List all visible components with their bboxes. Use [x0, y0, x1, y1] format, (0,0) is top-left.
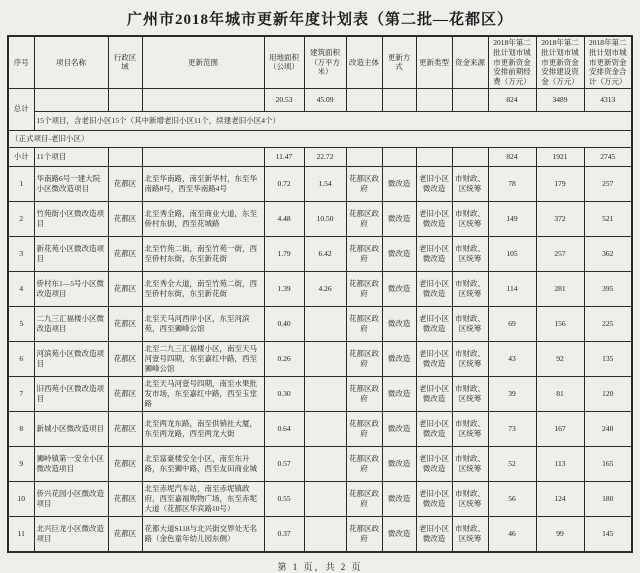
cell-source: 市财政、区统筹	[452, 446, 488, 481]
cell-source: 市财政、区统筹	[452, 306, 488, 341]
cell-land-area: 0.37	[264, 516, 304, 552]
cell-no: 1	[8, 166, 34, 201]
cell-project-name: 新花苑小区微改造项目	[34, 236, 108, 271]
cell-subject: 花都区政府	[346, 481, 382, 516]
cell-scope: 北至天马河壹号四期，南至水果批发市场，东至嘉红中路，西至玉堂路	[142, 376, 264, 411]
total-pre-fund: 824	[488, 88, 536, 111]
cell-source: 市财政、区统筹	[452, 201, 488, 236]
col-header-subject: 改造主体	[346, 36, 382, 88]
cell-pre-fund: 114	[488, 271, 536, 306]
col-header-land-area: 用地面积（公顷）	[264, 36, 304, 88]
cell-no: 7	[8, 376, 34, 411]
table-row	[8, 341, 632, 376]
cell-scope: 北至秀全路，南至商业大道，东至侨村东街，西至花城路	[142, 201, 264, 236]
cell-subject: 花都区政府	[346, 446, 382, 481]
plan-table	[7, 35, 633, 553]
col-header-source: 资金来源	[452, 36, 488, 88]
cell-method: 微改造	[382, 341, 416, 376]
table-row	[8, 411, 632, 446]
subtotal-land-area: 11.47	[264, 147, 304, 166]
col-header-build-fund: 2018年第二批计划市城市更新资金安排建设资金（万元）	[536, 36, 584, 88]
cell-no: 10	[8, 481, 34, 516]
cell-no: 8	[8, 411, 34, 446]
cell-source: 市财政、区统筹	[452, 236, 488, 271]
cell-method: 微改造	[382, 481, 416, 516]
cell-total-fund: 180	[584, 481, 632, 516]
col-header-no: 序号	[8, 36, 34, 88]
cell-district: 花都区	[108, 376, 142, 411]
cell-type: 老旧小区微改造	[416, 306, 452, 341]
cell-no: 4	[8, 271, 34, 306]
cell-scope: 花都大道S118与北兴街交界处无名路（金色童年幼儿园东侧）	[142, 516, 264, 552]
cell-no: 9	[8, 446, 34, 481]
cell-land-area: 1.39	[264, 271, 304, 306]
col-header-method: 更新方式	[382, 36, 416, 88]
cell-source: 市财政、区统筹	[452, 481, 488, 516]
total-note-row	[8, 111, 632, 130]
cell-total-fund: 225	[584, 306, 632, 341]
cell-building-area	[304, 481, 346, 516]
total-label: 总计	[8, 88, 34, 130]
cell-pre-fund: 69	[488, 306, 536, 341]
cell-build-fund: 281	[536, 271, 584, 306]
total-building-area: 45.09	[304, 88, 346, 111]
cell-total-fund: 145	[584, 516, 632, 552]
cell-project-name: 二九三汇福楼小区微改造项目	[34, 306, 108, 341]
cell-building-area: 6.42	[304, 236, 346, 271]
subtotal-name: 11个项目	[34, 147, 108, 166]
col-header-total-fund: 2018年第二批计划市城市更新资金安排资金合计（万元）	[584, 36, 632, 88]
cell-build-fund: 81	[536, 376, 584, 411]
col-header-project-name: 项目名称	[34, 36, 108, 88]
cell-project-name: 北兴巨龙小区微改造项目	[34, 516, 108, 552]
cell-total-fund: 362	[584, 236, 632, 271]
cell-subject: 花都区政府	[346, 271, 382, 306]
total-empty-subject	[346, 88, 382, 111]
cell-pre-fund: 52	[488, 446, 536, 481]
cell-method: 微改造	[382, 201, 416, 236]
cell-district: 花都区	[108, 481, 142, 516]
total-row	[8, 88, 632, 111]
total-empty-type	[416, 88, 452, 111]
cell-total-fund: 257	[584, 166, 632, 201]
cell-method: 微改造	[382, 166, 416, 201]
cell-project-name: 新城小区微改造项目	[34, 411, 108, 446]
cell-source: 市财政、区统筹	[452, 411, 488, 446]
cell-land-area: 0.40	[264, 306, 304, 341]
cell-type: 老旧小区微改造	[416, 166, 452, 201]
table-row	[8, 481, 632, 516]
section-row	[8, 130, 632, 147]
subtotal-pre-fund: 824	[488, 147, 536, 166]
cell-land-area: 4.48	[264, 201, 304, 236]
table-row	[8, 376, 632, 411]
cell-type: 老旧小区微改造	[416, 446, 452, 481]
cell-building-area: 1.54	[304, 166, 346, 201]
cell-pre-fund: 105	[488, 236, 536, 271]
page-title: 广州市2018年城市更新年度计划表（第二批—花都区）	[126, 12, 513, 28]
table-row	[8, 201, 632, 236]
subtotal-label: 小计	[8, 147, 34, 166]
table-row	[8, 236, 632, 271]
cell-land-area: 1.79	[264, 236, 304, 271]
cell-project-name: 河滨苑小区微改造项目	[34, 341, 108, 376]
cell-method: 微改造	[382, 411, 416, 446]
cell-type: 老旧小区微改造	[416, 341, 452, 376]
cell-total-fund: 165	[584, 446, 632, 481]
cell-scope: 北至秀全大道，南至竹苑二街，西至侨村东街，东至新花街	[142, 271, 264, 306]
table-row	[8, 271, 632, 306]
col-header-building-area: 建筑面积（万平方米）	[304, 36, 346, 88]
cell-pre-fund: 46	[488, 516, 536, 552]
subtotal-empty-type	[416, 147, 452, 166]
cell-total-fund: 240	[584, 411, 632, 446]
table-row	[8, 306, 632, 341]
cell-build-fund: 179	[536, 166, 584, 201]
cell-land-area: 0.72	[264, 166, 304, 201]
total-build-fund: 3489	[536, 88, 584, 111]
cell-source: 市财政、区统筹	[452, 341, 488, 376]
cell-district: 花都区	[108, 306, 142, 341]
subtotal-total-fund: 2745	[584, 147, 632, 166]
cell-subject: 花都区政府	[346, 236, 382, 271]
subtotal-building-area: 22.72	[304, 147, 346, 166]
cell-district: 花都区	[108, 201, 142, 236]
cell-district: 花都区	[108, 236, 142, 271]
table-header-row	[8, 36, 632, 88]
cell-project-name: 侨兴花园小区微改造项目	[34, 481, 108, 516]
cell-building-area: 10.50	[304, 201, 346, 236]
cell-source: 市财政、区统筹	[452, 516, 488, 552]
cell-type: 老旧小区微改造	[416, 481, 452, 516]
cell-build-fund: 167	[536, 411, 584, 446]
cell-district: 花都区	[108, 516, 142, 552]
section-title: （正式项目-老旧小区）	[8, 130, 632, 147]
cell-method: 微改造	[382, 306, 416, 341]
cell-subject: 花都区政府	[346, 516, 382, 552]
cell-total-fund: 521	[584, 201, 632, 236]
cell-building-area	[304, 341, 346, 376]
subtotal-build-fund: 1921	[536, 147, 584, 166]
cell-district: 花都区	[108, 446, 142, 481]
subtotal-empty-scope	[142, 147, 264, 166]
table-row	[8, 516, 632, 552]
cell-project-name: 狮岭镇第一安全小区微改造项目	[34, 446, 108, 481]
total-land-area: 20.53	[264, 88, 304, 111]
cell-source: 市财政、区统筹	[452, 166, 488, 201]
cell-project-name: 侨村东1—5号小区微改造项目	[34, 271, 108, 306]
cell-pre-fund: 78	[488, 166, 536, 201]
cell-build-fund: 156	[536, 306, 584, 341]
cell-type: 老旧小区微改造	[416, 236, 452, 271]
subtotal-empty-subject	[346, 147, 382, 166]
subtotal-empty-source	[452, 147, 488, 166]
cell-building-area	[304, 376, 346, 411]
cell-total-fund: 395	[584, 271, 632, 306]
cell-district: 花都区	[108, 166, 142, 201]
cell-subject: 花都区政府	[346, 376, 382, 411]
cell-project-name: 旧西苑小区微改造项目	[34, 376, 108, 411]
total-note: 15个项目，含老旧小区15个（其中新增老旧小区11个，续建老旧小区4个）	[34, 111, 632, 130]
cell-subject: 花都区政府	[346, 201, 382, 236]
cell-total-fund: 135	[584, 341, 632, 376]
cell-scope: 北至竹苑二街，南至竹苑一街，西至侨村东街，东至新花街	[142, 236, 264, 271]
cell-land-area: 0.64	[264, 411, 304, 446]
cell-build-fund: 257	[536, 236, 584, 271]
cell-build-fund: 92	[536, 341, 584, 376]
cell-type: 老旧小区微改造	[416, 376, 452, 411]
cell-total-fund: 120	[584, 376, 632, 411]
total-empty-scope	[142, 88, 264, 111]
cell-building-area: 4.26	[304, 271, 346, 306]
cell-scope: 北至二九三汇福楼小区，南至天马河壹号四期，东至嘉红中路，西至狮峰公馆	[142, 341, 264, 376]
cell-build-fund: 113	[536, 446, 584, 481]
cell-project-name: 华南路6号一建大院小区微改造项目	[34, 166, 108, 201]
cell-type: 老旧小区微改造	[416, 201, 452, 236]
total-total-fund: 4313	[584, 88, 632, 111]
col-header-district: 行政区域	[108, 36, 142, 88]
cell-pre-fund: 39	[488, 376, 536, 411]
cell-source: 市财政、区统筹	[452, 271, 488, 306]
cell-source: 市财政、区统筹	[452, 376, 488, 411]
cell-no: 2	[8, 201, 34, 236]
cell-no: 5	[8, 306, 34, 341]
total-empty-source	[452, 88, 488, 111]
cell-pre-fund: 149	[488, 201, 536, 236]
cell-land-area: 0.26	[264, 341, 304, 376]
col-header-pre-fund: 2018年第二批计划市城市更新资金安排前期经费（万元）	[488, 36, 536, 88]
table-row	[8, 166, 632, 201]
cell-build-fund: 99	[536, 516, 584, 552]
cell-district: 花都区	[108, 341, 142, 376]
cell-pre-fund: 73	[488, 411, 536, 446]
cell-subject: 花都区政府	[346, 166, 382, 201]
cell-no: 3	[8, 236, 34, 271]
cell-scope: 北至两龙东路，南至供销社大厦，东至两龙路，西至两龙大街	[142, 411, 264, 446]
cell-district: 花都区	[108, 271, 142, 306]
total-empty-name	[34, 88, 108, 111]
cell-type: 老旧小区微改造	[416, 411, 452, 446]
col-header-scope: 更新范围	[142, 36, 264, 88]
cell-pre-fund: 43	[488, 341, 536, 376]
subtotal-empty-method	[382, 147, 416, 166]
col-header-type: 更新类型	[416, 36, 452, 88]
cell-scope: 北至华南路，南至新华村，东至华南路8号，西至华南路4号	[142, 166, 264, 201]
cell-building-area	[304, 306, 346, 341]
cell-project-name: 竹苑街小区微改造项目	[34, 201, 108, 236]
cell-land-area: 0.55	[264, 481, 304, 516]
total-empty-method	[382, 88, 416, 111]
cell-pre-fund: 56	[488, 481, 536, 516]
cell-scope: 北至赤坭汽车站，南至赤坭镇政府，西至嘉福购物广场，东至赤坭大道（花都区华宾路10号）	[142, 481, 264, 516]
cell-build-fund: 372	[536, 201, 584, 236]
subtotal-row	[8, 147, 632, 166]
cell-no: 6	[8, 341, 34, 376]
cell-land-area: 0.30	[264, 376, 304, 411]
cell-build-fund: 124	[536, 481, 584, 516]
cell-subject: 花都区政府	[346, 341, 382, 376]
cell-method: 微改造	[382, 516, 416, 552]
cell-method: 微改造	[382, 236, 416, 271]
cell-type: 老旧小区微改造	[416, 271, 452, 306]
subtotal-empty-district	[108, 147, 142, 166]
cell-land-area: 0.57	[264, 446, 304, 481]
table-row	[8, 446, 632, 481]
cell-method: 微改造	[382, 376, 416, 411]
cell-no: 11	[8, 516, 34, 552]
cell-type: 老旧小区微改造	[416, 516, 452, 552]
cell-subject: 花都区政府	[346, 306, 382, 341]
cell-method: 微改造	[382, 446, 416, 481]
table-body	[8, 88, 632, 552]
page-number: 第 1 页，共 2 页	[277, 561, 363, 572]
cell-building-area	[304, 516, 346, 552]
cell-building-area	[304, 411, 346, 446]
cell-method: 微改造	[382, 271, 416, 306]
cell-building-area	[304, 446, 346, 481]
cell-scope: 北至天马河西岸小区，东至河滨苑，西至狮峰公馆	[142, 306, 264, 341]
total-empty-district	[108, 88, 142, 111]
cell-district: 花都区	[108, 411, 142, 446]
cell-scope: 北至富豪楼安全小区，南至东升路，东至狮中路，西至友田商业城	[142, 446, 264, 481]
cell-subject: 花都区政府	[346, 411, 382, 446]
